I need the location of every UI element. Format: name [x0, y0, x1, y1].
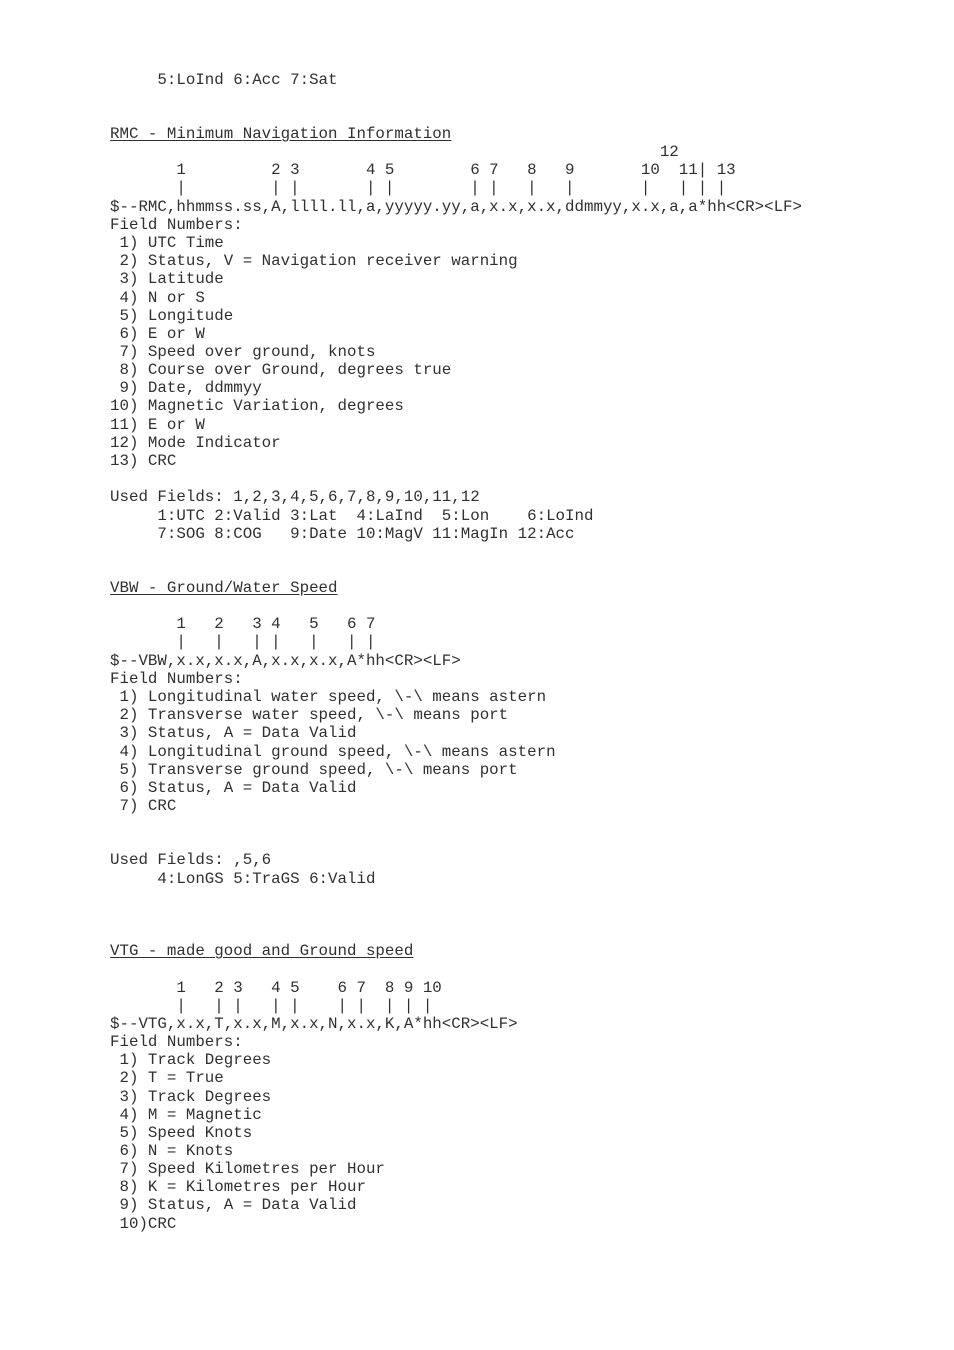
vbw-diagram-line: 1 2 3 4 5 6 7	[110, 615, 376, 633]
top-continuation-line: 5:LoInd 6:Acc 7:Sat	[110, 71, 338, 89]
rmc-diagram-line: | | | | | | | | | | | | |	[110, 179, 727, 197]
rmc-field-item: 11) E or W	[110, 416, 205, 434]
vtg-field-item: 8) K = Kilometres per Hour	[110, 1178, 366, 1196]
vbw-field-item: 4) Longitudinal ground speed, \-\ means astern	[110, 743, 556, 761]
rmc-field-item: 10) Magnetic Variation, degrees	[110, 397, 404, 415]
rmc-field-item: 12) Mode Indicator	[110, 434, 281, 452]
rmc-field-item: 1) UTC Time	[110, 234, 224, 252]
rmc-field-item: 3) Latitude	[110, 270, 224, 288]
vbw-field-item: 1) Longitudinal water speed, \-\ means astern	[110, 688, 547, 706]
vtg-field-item: 7) Speed Kilometres per Hour	[110, 1160, 385, 1178]
rmc-field-item: 4) N or S	[110, 289, 205, 307]
vtg-sentence-format: $--VTG,x.x,T,x.x,M,x.x,N,x.x,K,A*hh<CR><LF>	[110, 1015, 518, 1033]
vbw-used-fields-legend: 4:LonGS 5:TraGS 6:Valid	[110, 870, 376, 888]
vbw-field-item: 7) CRC	[110, 797, 177, 815]
vtg-fields-heading: Field Numbers:	[110, 1033, 243, 1051]
vbw-fields-heading: Field Numbers:	[110, 670, 243, 688]
vtg-field-item: 10)CRC	[110, 1215, 177, 1233]
vbw-field-item: 2) Transverse water speed, \-\ means port	[110, 706, 509, 724]
vtg-field-item: 4) M = Magnetic	[110, 1106, 262, 1124]
vtg-diagram-line: 1 2 3 4 5 6 7 8 9 10	[110, 979, 442, 997]
rmc-diagram-line: 12	[110, 143, 679, 161]
vbw-diagram-line: | | | | | | |	[110, 633, 376, 651]
rmc-field-item: 9) Date, ddmmyy	[110, 379, 262, 397]
rmc-field-item: 13) CRC	[110, 452, 177, 470]
rmc-used-fields-legend: 7:SOG 8:COG 9:Date 10:MagV 11:MagIn 12:Acc	[110, 525, 575, 543]
rmc-field-item: 8) Course over Ground, degrees true	[110, 361, 452, 379]
vbw-sentence-format: $--VBW,x.x,x.x,A,x.x,x.x,A*hh<CR><LF>	[110, 652, 461, 670]
rmc-field-item: 2) Status, V = Navigation receiver warning	[110, 252, 518, 270]
rmc-diagram-line: 1 2 3 4 5 6 7 8 9 10 11| 13	[110, 161, 736, 179]
rmc-field-item: 7) Speed over ground, knots	[110, 343, 376, 361]
vtg-field-item: 3) Track Degrees	[110, 1088, 272, 1106]
vbw-section-title: VBW - Ground/Water Speed	[110, 579, 338, 597]
rmc-section-title: RMC - Minimum Navigation Information	[110, 125, 452, 143]
vtg-field-item: 9) Status, A = Data Valid	[110, 1196, 357, 1214]
vtg-section-title: VTG - made good and Ground speed	[110, 942, 414, 960]
vbw-used-fields: Used Fields: ,5,6	[110, 851, 272, 869]
vtg-field-item: 2) T = True	[110, 1069, 224, 1087]
rmc-fields-heading: Field Numbers:	[110, 216, 243, 234]
vtg-field-item: 6) N = Knots	[110, 1142, 234, 1160]
rmc-sentence-format: $--RMC,hhmmss.ss,A,llll.ll,a,yyyyy.yy,a,x.x,x.x,ddmmyy,x.x,a,a*hh<CR><LF>	[110, 198, 803, 216]
rmc-used-fields-legend: 1:UTC 2:Valid 3:Lat 4:LaInd 5:Lon 6:LoInd	[110, 507, 594, 525]
vtg-diagram-line: | | | | | | | | | |	[110, 997, 433, 1015]
rmc-field-item: 5) Longitude	[110, 307, 234, 325]
vbw-field-item: 5) Transverse ground speed, \-\ means port	[110, 761, 518, 779]
vtg-field-item: 1) Track Degrees	[110, 1051, 272, 1069]
vbw-field-item: 3) Status, A = Data Valid	[110, 724, 357, 742]
rmc-used-fields: Used Fields: 1,2,3,4,5,6,7,8,9,10,11,12	[110, 488, 480, 506]
vtg-field-item: 5) Speed Knots	[110, 1124, 253, 1142]
vbw-field-item: 6) Status, A = Data Valid	[110, 779, 357, 797]
rmc-field-item: 6) E or W	[110, 325, 205, 343]
